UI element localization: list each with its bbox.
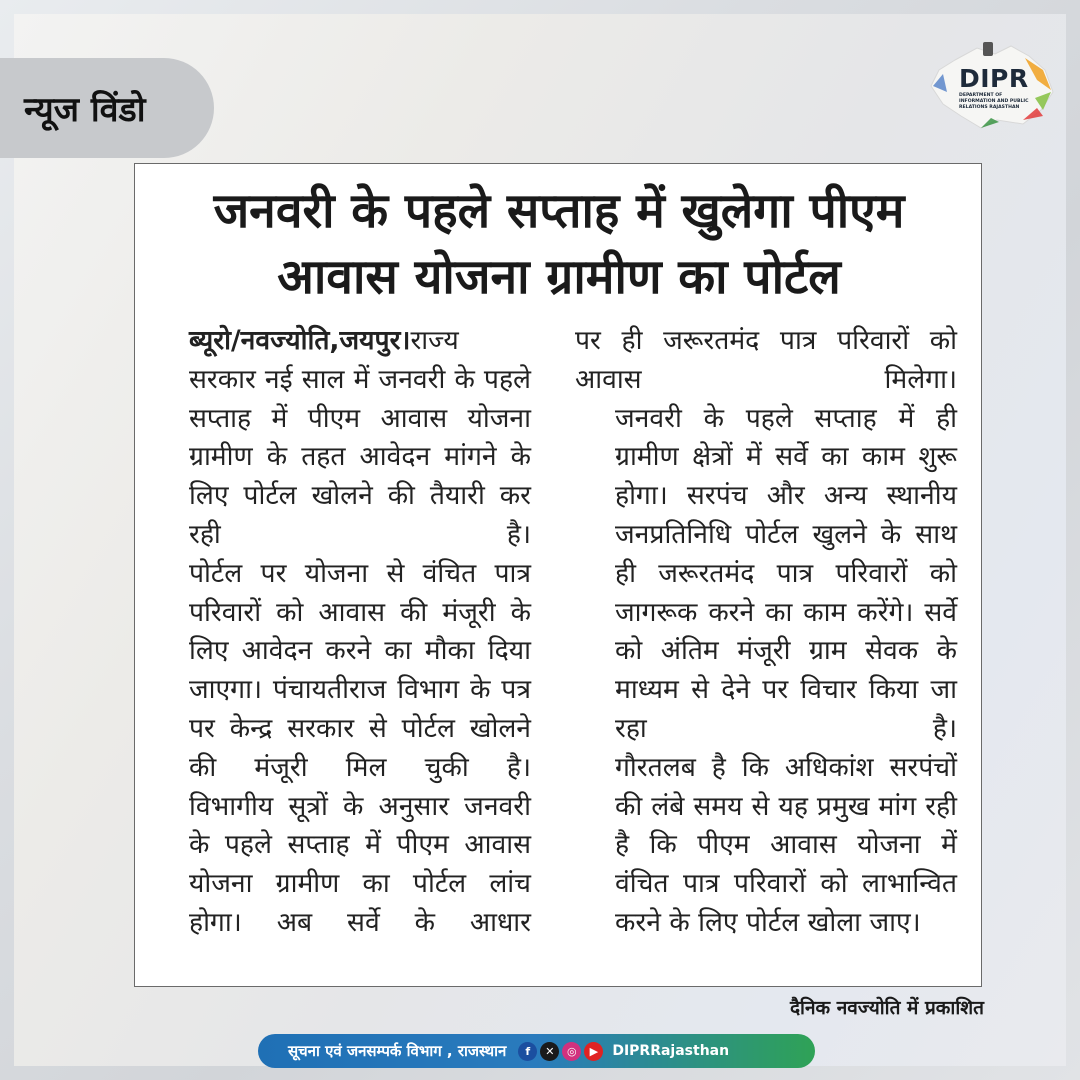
newspaper-clipping [134, 163, 982, 987]
article-column-right [575, 322, 957, 943]
paragraph-text: राज्य सरकार नई साल में जनवरी के पहले सप्ताह में पीएम आवास योजना ग्रामीण के तहत आवेदन मांगने के लिए पोर्टल खोलने की तैयारी कर रही है। [189, 325, 531, 550]
headline-line-2: आवास योजना ग्रामीण का पोर्टल [277, 249, 841, 305]
article-column-left [149, 322, 531, 943]
social-icons [518, 1042, 606, 1061]
paragraph: गौरतलब है कि अधिकांश सरपंचों की लंबे समय से यह प्रमुख मांग रही है कि पीएम आवास योजना में वंचित पात्र परिवारों को लाभान्वित करने के लिए पोर्टल खोला जाए। [615, 751, 957, 938]
headline [135, 178, 983, 310]
news-window-tag [0, 58, 214, 158]
social-handle[interactable]: DIPRRajasthan [612, 1043, 730, 1059]
facebook-icon[interactable]: f [518, 1042, 537, 1061]
published-in-note: दैनिक नवज्योति में प्रकाशित [789, 997, 984, 1019]
logo-name: DIPR [959, 64, 1029, 93]
emblem-icon [983, 42, 993, 56]
paragraph: विभागीय सूत्रों के अनुसार जनवरी के पहले सप्ताह में पीएम आवास योजना ग्रामीण का पोर्टल लांच होगा। अब सर्वे के आधार [189, 790, 531, 938]
dateline: ब्यूरो/नवज्योति,जयपुर। [189, 325, 411, 356]
headline-line-1: जनवरी के पहले सप्ताह में खुलेगा पीएम [213, 183, 905, 239]
logo-subtitle: DEPARTMENT OF INFORMATION AND PUBLIC RELATIONS RAJASTHAN [959, 93, 1029, 110]
department-name: सूचना एवं जनसम्पर्क विभाग , राजस्थान [288, 1042, 507, 1060]
paragraph: जनवरी के पहले सप्ताह में ही ग्रामीण क्षेत्रों में सर्वे का काम शुरू होगा। सरपंच और अन्य स्थानीय जनप्रतिनिधि पोर्टल खुलने के साथ ही जरूरतमंद पात्र परिवारों को जागरूक करने का काम करेंगे। सर्वे को अंतिम मंजूरी ग्राम सेवक के माध्यम से देने पर विचार किया जा रहा है। [615, 402, 957, 744]
paragraph: पोर्टल पर योजना से वंचित पात्र परिवारों को आवास की मंजूरी के लिए आवेदन करने का मौका दिया जाएगा। पंचायतीराज विभाग के पत्र पर केन्द्र सरकार से पोर्टल खोलने की मंजूरी मिल चुकी है। [189, 557, 531, 783]
x-icon[interactable]: ✕ [540, 1042, 559, 1061]
instagram-icon[interactable]: ◎ [562, 1042, 581, 1061]
youtube-icon[interactable]: ▶ [584, 1042, 603, 1061]
dipr-logo [925, 40, 1057, 130]
news-window-label: न्यूज विंडो [24, 90, 146, 130]
paragraph [149, 322, 531, 555]
footer-bar [258, 1034, 815, 1068]
paragraph: पर ही जरूरतमंद पात्र परिवारों को आवास मिलेगा। [575, 325, 957, 395]
